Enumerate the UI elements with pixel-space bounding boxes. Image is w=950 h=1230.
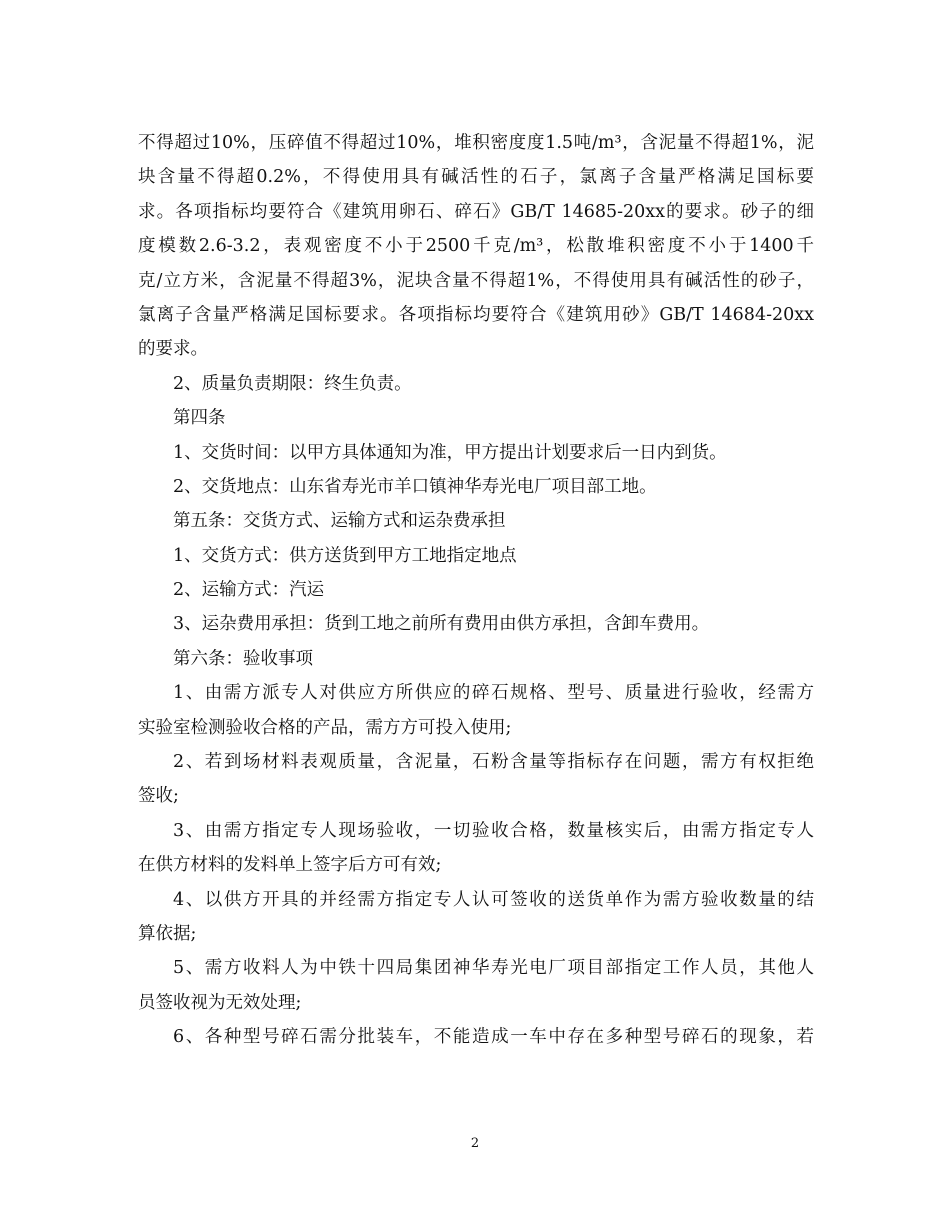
- text-line: 不得超过10%，压碎值不得超过10%，堆积密度度1.5吨/m³，含泥量不得超1%，泥: [138, 133, 814, 153]
- clause-item: 3、运杂费用承担：货到工地之前所有费用由供方承担，含卸车费用。: [173, 614, 710, 635]
- clause-item: 2、交货地点：山东省寿光市羊口镇神华寿光电厂项目部工地。: [173, 476, 657, 497]
- clause-item: 1、交货方式：供方送货到甲方工地指定地点: [173, 545, 517, 566]
- clause-continuation: 算依据;: [138, 923, 197, 944]
- text-line: 求。各项指标均要符合《建筑用卵石、碎石》GB/T 14685-20xx的要求。砂子的细: [138, 201, 814, 222]
- clause-continuation: 在供方材料的发料单上签字后方可有效;: [138, 855, 442, 876]
- article-heading: 第五条：交货方式、运输方式和运杂费承担: [173, 511, 506, 532]
- text-line: 克/立方米，含泥量不得超3%，泥块含量不得超1%，不得使用具有碱活性的砂子，: [138, 270, 814, 291]
- clause-item: 3、由需方指定专人现场验收，一切验收合格，数量核实后，由需方指定专人: [173, 820, 814, 841]
- clause-item: 2、若到场材料表观质量，含泥量，石粉含量等指标存在问题，需方有权拒绝: [173, 752, 814, 773]
- clause-continuation: 员签收视为无效处理;: [138, 992, 302, 1013]
- clause-item: 4、以供方开具的并经需方指定专人认可签收的送货单作为需方验收数量的结: [173, 889, 814, 910]
- clause-item: 5、需方收料人为中铁十四局集团神华寿光电厂项目部指定工作人员，其他人: [173, 958, 814, 979]
- text-line: 的要求。: [138, 339, 208, 360]
- page-number: 2: [470, 1136, 480, 1151]
- article-heading: 第六条：验收事项: [173, 648, 313, 669]
- clause-item: 6、各种型号碎石需分批装车，不能造成一车中存在多种型号碎石的现象，若: [173, 1027, 814, 1048]
- clause-item: 1、由需方派专人对供应方所供应的碎石规格、型号、质量进行验收，经需方: [173, 683, 814, 704]
- clause-item: 2、质量负责期限：终生负责。: [173, 373, 412, 394]
- clause-item: 2、运输方式：汽运: [173, 580, 325, 601]
- clause-continuation: 签收;: [138, 786, 179, 807]
- text-line: 氯离子含量严格满足国标要求。各项指标均要符合《建筑用砂》GB/T 14684-20xx: [138, 304, 814, 325]
- clause-item: 1、交货时间：以甲方具体通知为准，甲方提出计划要求后一日内到货。: [173, 442, 727, 463]
- article-heading: 第四条: [173, 408, 226, 429]
- text-line: 度模数2.6-3.2，表观密度不小于2500千克/m³，松散堆积密度不小于1400千: [138, 236, 814, 257]
- text-line: 块含量不得超0.2%，不得使用具有碱活性的石子，氯离子含量严格满足国标要: [138, 167, 814, 188]
- page-body: [138, 126, 814, 1055]
- clause-continuation: 实验室检测验收合格的产品，需方方可投入使用;: [138, 717, 512, 738]
